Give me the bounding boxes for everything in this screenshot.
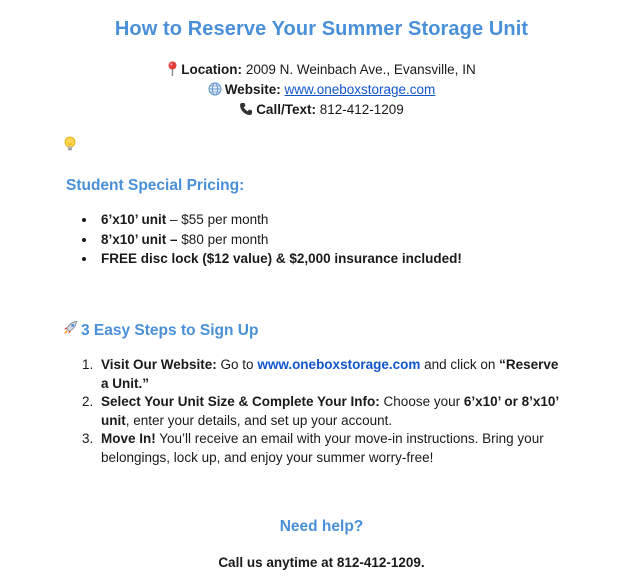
step-number: 1. <box>82 357 94 372</box>
list-item <box>80 210 462 230</box>
step-text: Go to <box>216 357 258 372</box>
pricing-item-bold: FREE disc lock ($12 value) & $2,000 insurance included! <box>101 251 462 266</box>
phone-line <box>0 101 643 121</box>
pricing-item-bold: 6’x10’ unit <box>101 212 167 227</box>
location-line <box>0 61 643 81</box>
help-heading: Need help? <box>279 518 364 535</box>
step-title: Visit Our Website: <box>101 357 217 372</box>
website-label: Website: <box>224 82 281 97</box>
steps-list <box>82 356 562 467</box>
step-text: and click on <box>420 357 500 372</box>
location-label: Location: <box>181 62 243 77</box>
pricing-item-bold: 8’x10’ unit – <box>101 231 178 247</box>
website-line <box>0 81 643 101</box>
list-item <box>82 430 562 467</box>
website-link[interactable]: www.oneboxstorage.com <box>284 82 436 97</box>
step-title: Select Your Unit Size & Complete Your Info: <box>101 394 380 409</box>
list-item <box>80 230 462 250</box>
lightbulb-icon <box>64 136 76 157</box>
pin-icon <box>167 61 178 81</box>
step-text: , enter your details, and set up your account. <box>125 412 393 428</box>
step-number: 3. <box>82 431 94 446</box>
step-text: Choose your <box>379 394 464 409</box>
step-title: Move In! <box>101 431 156 446</box>
pricing-item-text: $80 per month <box>177 231 269 247</box>
page-title: How to Reserve Your Summer Storage Unit <box>114 18 529 40</box>
phone-label: Call/Text: <box>256 102 316 117</box>
globe-icon <box>208 82 222 101</box>
pricing-item-text: – $55 per month <box>166 212 269 227</box>
rocket-icon <box>62 320 78 341</box>
list-item <box>80 249 462 269</box>
help-text: Call us anytime at 812-412-1209. <box>218 555 425 570</box>
list-item <box>82 393 562 430</box>
step-emphasis: “Reserve a Unit.” <box>101 357 559 391</box>
location-value: 2009 N. Weinbach Ave., Evansville, IN <box>245 62 476 77</box>
steps-heading-row <box>62 320 258 341</box>
website-link[interactable]: www.oneboxstorage.com <box>257 357 421 372</box>
phone-icon <box>239 102 253 121</box>
step-number: 2. <box>82 394 94 409</box>
step-text: You’ll receive an email with your move-in instructions. Bring your belongings, lock up, and enjoy your summer worry-free! <box>101 431 544 465</box>
step-emphasis: 6’x10’ or 8’x10’ unit <box>101 394 559 428</box>
steps-heading: 3 Easy Steps to Sign Up <box>81 322 259 339</box>
pricing-heading: Student Special Pricing: <box>66 177 245 194</box>
list-item <box>82 356 562 393</box>
phone-value: 812-412-1209 <box>319 102 404 117</box>
pricing-list <box>80 210 462 269</box>
